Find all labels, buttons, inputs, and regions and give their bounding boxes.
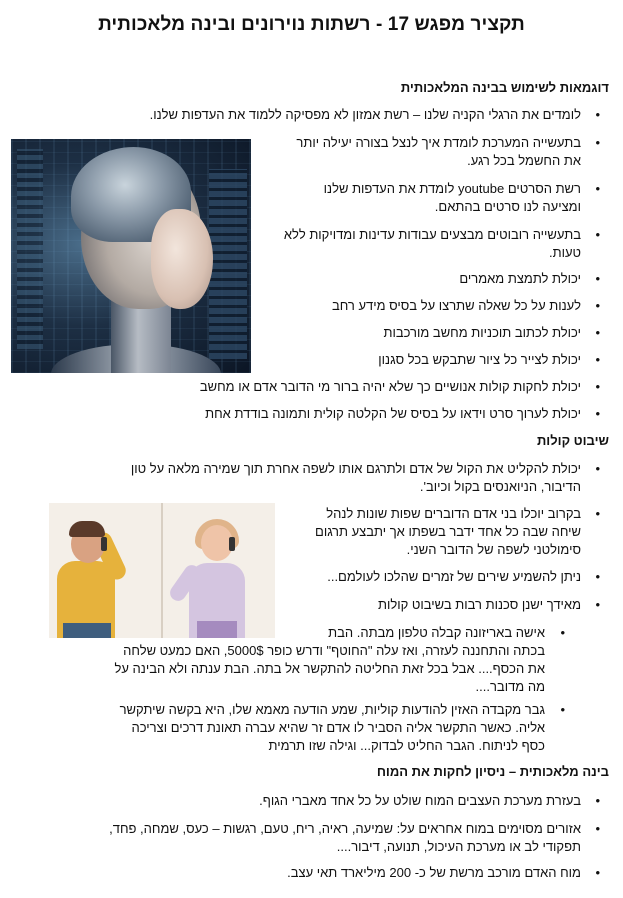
list-item [279,505,609,559]
bullet-text: מאידך ישנן סכנות רבות בשיבוט קולות [378,597,581,612]
list-item [13,864,609,882]
list-item [279,596,609,614]
bullet-text: מה מדובר.... [475,679,545,694]
list-item [254,270,609,288]
list-item [254,351,609,369]
bullet-text: ניתן להשמיע שירים של זמרים שהלכו לעולמם... [327,569,581,584]
bullet-text: בעזרת מערכת העצבים המוח שולט על כל אחד מאברי הגוף. [259,793,581,808]
bullet-text: יכולת לחקות קולות אנושיים כך שלא יהיה ברור מי הדובר אדם או מחשב [199,379,581,394]
bullet-text: • בתעשייה רובוטים מבצעים עבודות עדינות ומדויקות ללא [283,227,581,242]
section-heading-ai-examples: דוגמאות לשימוש בבינה המלאכותית [400,80,609,95]
sub-list-item [15,701,577,755]
bullet-text: לומדים את הרגלי הקניה שלנו – רשת אמזון לא מפסיקה ללמוד את העדפות שלנו. [149,107,581,122]
page-title: תקציר מפגש 17 - רשתות נוירונים ובינה מלאכותית [98,14,525,35]
list-item [254,297,609,315]
bullet-text: את הכסף.... אבל בכל זאת החליטה להתקשר אל בתה. הבת ענתה ולא הבינה על [114,661,545,676]
list-item [13,106,609,124]
phone-call-illustration [49,503,275,638]
ai-face-image [11,139,251,373]
list-item [254,324,609,342]
section-heading-brain: בינה מלאכותית – ניסיון לחקות את המוח [376,764,609,779]
list-item [13,405,609,423]
bullet-text: אליה. כאשר התקשר אליה הסביר לו אדם זר שהיא עברה תאונת דרכים וצריכה [131,720,545,735]
list-item [279,568,609,586]
list-item [13,792,609,810]
bullet-text: • בקרוב יוכלו בני אדם הדוברים שפות שונות לנהל [326,506,581,521]
list-item [13,820,609,856]
section-heading-voice-cloning: שיבוט קולות [536,433,609,448]
list-item [254,226,609,262]
bullet-text: יכולת לכתוב תוכניות מחשב מורכבות [383,325,581,340]
bullet-text: סימולטני לשפה של הדובר השני. [406,542,581,557]
list-item [254,134,609,170]
bullet-text: שיחה שבה כל אחד ידבר בשפתו אך יתבצע תרגום [315,524,581,539]
list-item [13,378,609,396]
bullet-text: • אזורים מסוימים במוח אחראים על: שמיעה, ראיה, ריח, טעם, רגשות – כעס, שמחה, פחד, [109,821,581,836]
bullet-text: את החשמל בכל רגע. [467,153,581,168]
bullet-text: • בתעשייה המערכת לומדת איך לנצל בצורה יעילה יותר [296,135,581,150]
list-item [254,180,609,216]
bullet-text: • גבר מקבדה האזין להודעות קוליות, שמע הודעה מאמא שלו, היא בקשה שיתקשר [119,702,545,717]
bullet-text: • אישה באריזונה קבלה טלפון מבתה. הבת [328,625,545,640]
bullet-text: יכולת לערוך סרט וידאו על בסיס של הקלטה קולית ותמונה בודדת אחת [205,406,581,421]
bullet-text: הדיבור, הניואנסים בקול וכיוב'. [419,479,581,494]
bullet-text: יכולת לצייר כל ציור שתבקש בכל סגנון [378,352,581,367]
bullet-text: יכולת לתמצת מאמרים [459,271,581,286]
bullet-text: טעות. [548,245,581,260]
bullet-text: בכתה והתחננה לעזרה, ואז עלה "החוטף" ודרש כופר 5000$, האם כמעט שלחה [123,643,545,658]
bullet-text: • יכולת להקליט את הקול של אדם ולתרגם אותו לשפה אחרת תוך שמירה מלאה על טון [130,461,581,476]
bullet-text: כסף לניתוח. הגבר החליט לבדוק... וגילה שזו תרמית [268,738,545,753]
bullet-text: מוח האדם מורכב מרשת של כ- 200 מיליארד תאי עצב. [287,865,581,880]
bullet-text: לענות על כל שאלה שתרצו על בסיס מידע רחב [331,298,581,313]
bullet-text: ומציעה לנו סרטים בהתאם. [434,199,581,214]
bullet-text: • רשת הסרטים youtube לומדת את העדפות שלנו [323,181,581,196]
bullet-text: תפקודי לב או מערכת העיכול, תנועה, דיבור.... [336,839,581,854]
list-item [13,460,609,496]
